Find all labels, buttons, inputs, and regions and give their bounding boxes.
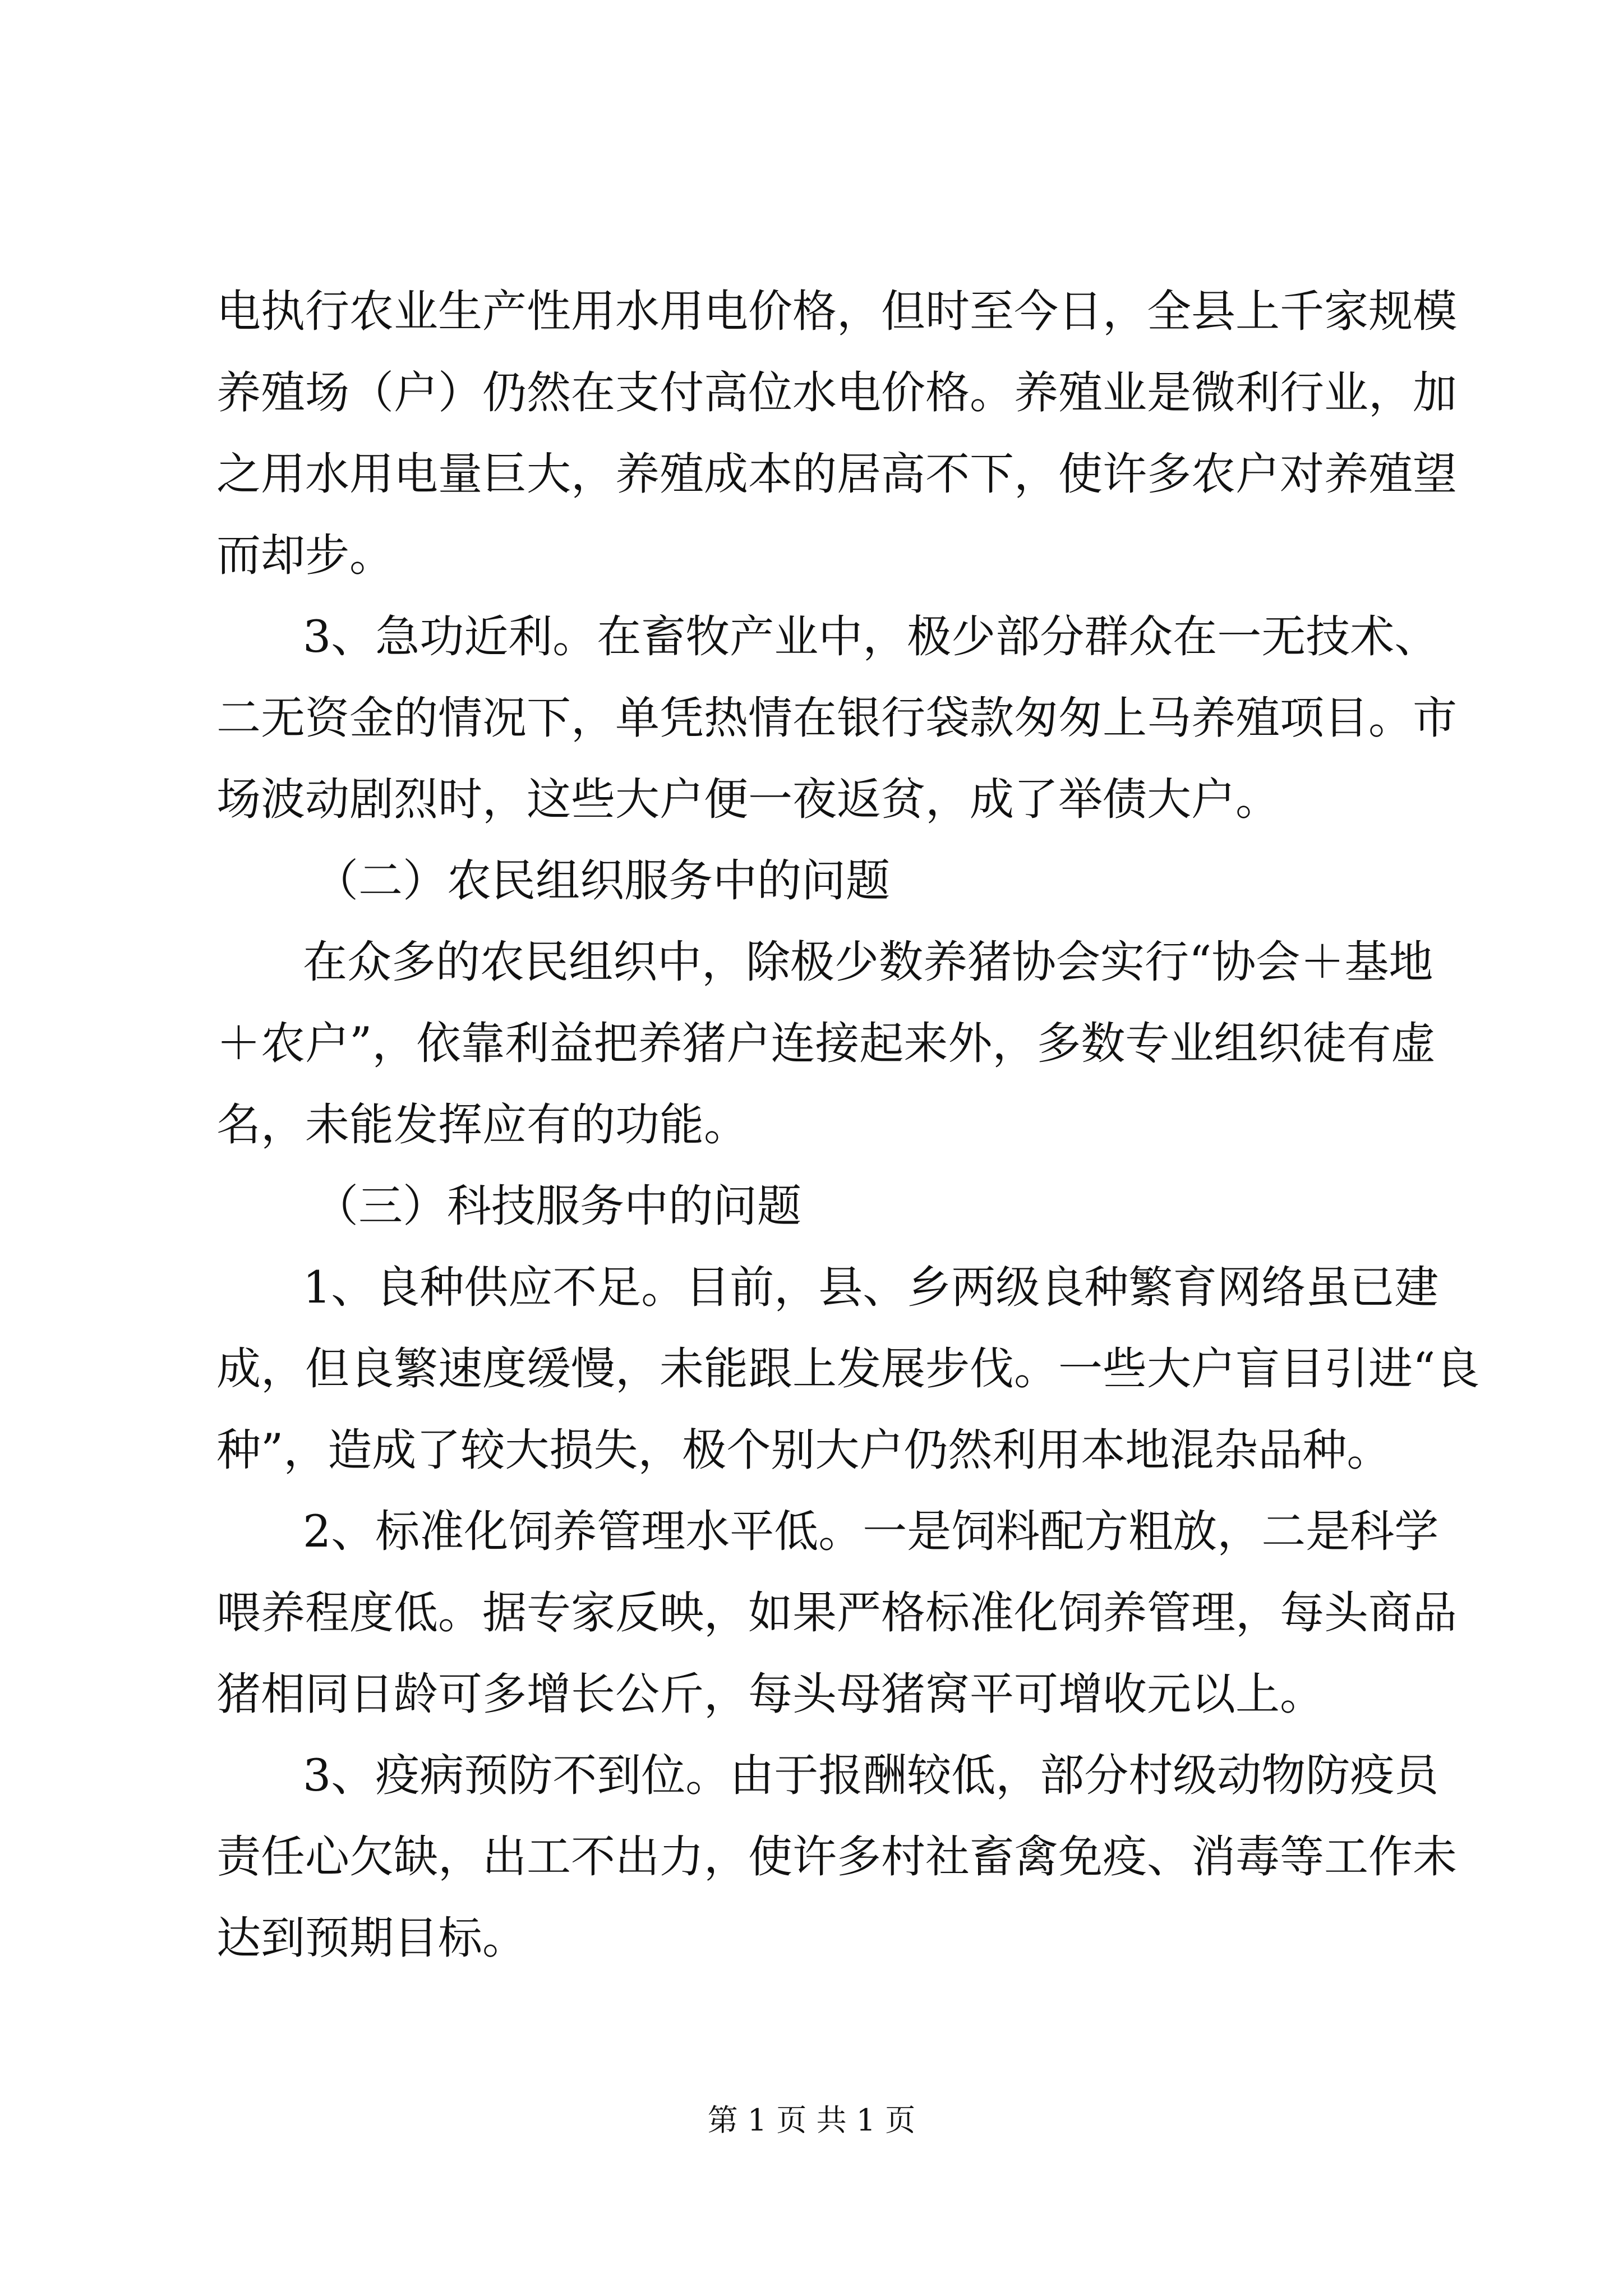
section-heading-2: （二）农民组织服务中的问题 xyxy=(314,855,890,907)
paragraph-1-line-4: 而却步。 xyxy=(216,530,394,581)
paragraph-4-line-3: 种”，造成了较大损失，极个别大户仍然利用本地混杂品种。 xyxy=(216,1424,1391,1476)
page-footer: 第 1 页 共 1 页 xyxy=(707,2102,916,2138)
paragraph-4-line-2: 成，但良繁速度缓慢，未能跟上发展步伐。一些大户盲目引进“良 xyxy=(216,1343,1480,1395)
paragraph-5-line-2: 喂养程度低。据专家反映，如果严格标准化饲养管理，每头商品 xyxy=(216,1587,1457,1639)
paragraph-1-line-1: 电执行农业生产性用水用电价格，但时至今日，全县上千家规模 xyxy=(216,286,1457,337)
paragraph-1-line-2: 养殖场（户）仍然在支付高位水电价格。养殖业是微利行业，加 xyxy=(216,367,1457,418)
paragraph-2-line-3: 场波动剧烈时，这些大户便一夜返贫，成了举债大户。 xyxy=(216,774,1280,825)
paragraph-5-line-3: 猪相同日龄可多增长公斤，每头母猪窝平可增收元以上。 xyxy=(216,1668,1324,1720)
paragraph-3-line-3: 名，未能发挥应有的功能。 xyxy=(216,1099,748,1151)
paragraph-5-line-1: 2、标准化饲养管理水平低。一是饲料配方粗放，二是科学 xyxy=(303,1506,1439,1557)
paragraph-6-line-1: 3、疫病预防不到位。由于报酬较低，部分村级动物防疫员 xyxy=(303,1750,1439,1801)
paragraph-3-line-1: 在众多的农民组织中，除极少数养猪协会实行“协会＋基地 xyxy=(303,936,1433,988)
paragraph-4-line-1: 1、良种供应不足。目前，县、乡两级良种繁育网络虽已建 xyxy=(303,1262,1439,1313)
section-heading-3: （三）科技服务中的问题 xyxy=(314,1180,801,1232)
paragraph-6-line-2: 责任心欠缺，出工不出力，使许多村社畜禽免疫、消毒等工作未 xyxy=(216,1831,1457,1883)
paragraph-3-line-2: ＋农户”，依靠利益把养猪户连接起来外，多数专业组织徒有虚 xyxy=(216,1018,1436,1069)
paragraph-1-line-3: 之用水用电量巨大，养殖成本的居高不下，使许多农户对养殖望 xyxy=(216,448,1457,500)
paragraph-6-line-3: 达到预期目标。 xyxy=(216,1912,527,1964)
paragraph-2-line-2: 二无资金的情况下，单凭热情在银行袋款匆匆上马养殖项目。市 xyxy=(216,692,1457,744)
paragraph-2-line-1: 3、急功近利。在畜牧产业中，极少部分群众在一无技术、 xyxy=(303,611,1439,662)
